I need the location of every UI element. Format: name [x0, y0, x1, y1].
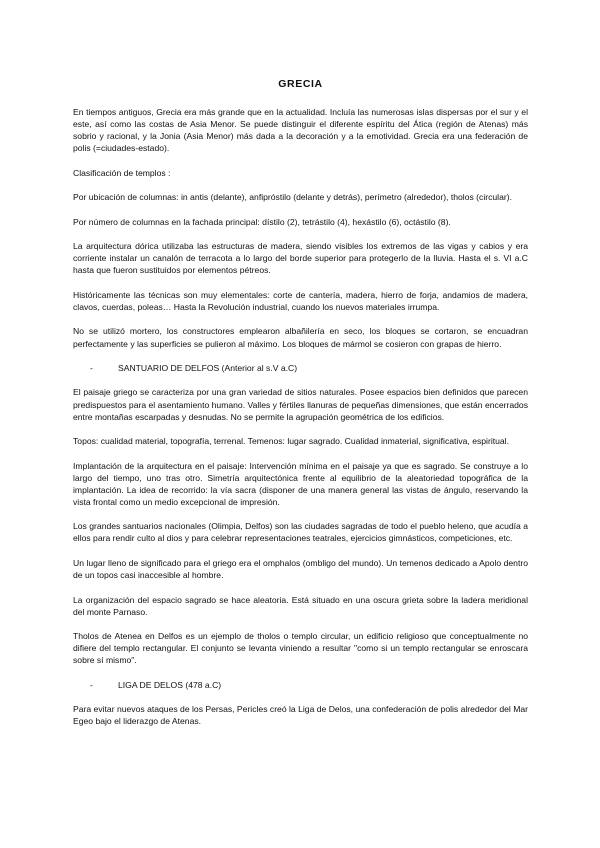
section-heading — [73, 679, 528, 691]
section-heading — [73, 362, 528, 374]
paragraph: Los grandes santuarios nacionales (Olimpia, Delfos) son las ciudades sagradas de todo el pueblo heleno, que acudía a ellos para rendir culto al dios y para celebrar representaciones teatrales, ejercicios gimnásticos, competiciones, etc. — [73, 521, 528, 544]
paragraph: Por ubicación de columnas: in antis (delante), anfipróstilo (delante y detrás), perímetro (alrededor), tholos (circular). — [73, 192, 512, 203]
paragraph: El paisaje griego se caracteriza por una gran variedad de sitios naturales. Posee espacios bien definidos que parecen predispuestos para el asentamiento humano. Valles y fértiles llanuras de pequeñas dimensiones, que están encerrados entre montañas escarpadas y desnudas. No se permite la agrupación geométrica de los edificios. — [73, 387, 528, 422]
paragraph: Un lugar lleno de significado para el griego era el omphalos (ombligo del mundo). Un temenos dedicado a Apolo dentro de un topos casi inaccesible al hombre. — [73, 557, 528, 581]
paragraph: La organización del espacio sagrado se hace aleatoria. Está situado en una oscura grieta sobre la ladera meridional del monte Parnaso. — [73, 594, 528, 617]
page-title: GRECIA — [278, 78, 323, 90]
bullet-dash: - — [90, 363, 93, 374]
section-heading-text: SANTUARIO DE DELFOS (Anterior al s.V a.C) — [118, 363, 298, 374]
paragraph: En tiempos antiguos, Grecia era más grande que en la actualidad. Incluía las numerosas islas dispersas por el sur y el este, así como las costas de Asia Menor. Se puede distinguir el diferente espíritu del Ática (región de Atenas) más sobrio y racional, y la Jonia (Asia Menor) más dada a la decoración y a la emotividad. Grecia era una federación de polis (=ciudades-estado). — [73, 107, 528, 154]
document-page — [73, 78, 528, 740]
paragraph: Implantación de la arquitectura en el paisaje: Intervención mínima en el paisaje ya que es sagrado. Se construye a lo largo del tiempo, uno tras otro. Simetría arquitectónica frente al equilibrio de la aleatoriedad topográfica de la implantación. La idea de recorrido: la vía sacra (disponer de una manera general las vistas de ángulo, reservando la vista frontal como un medio excepcional de impresión. — [73, 460, 528, 507]
paragraph: Topos: cualidad material, topografía, terrenal. Temenos: lugar sagrado. Cualidad inmaterial, significativa, espiritual. — [73, 436, 509, 447]
bullet-dash: - — [90, 679, 93, 690]
paragraph: No se utilizó mortero, los constructores emplearon albañilería en seco, los bloques se cortaron, se encuadran perfectamente y las superficies se pulieron al máximo. Los bloques de mármol se cosieron con grapas de hierro. — [73, 326, 528, 349]
paragraph: Para evitar nuevos ataques de los Persas, Pericles creó la Liga de Delos, una confederación de polis alrededor del Mar Egeo bajo el liderazgo de Atenas. — [73, 704, 528, 727]
paragraph: La arquitectura dórica utilizaba las estructuras de madera, siendo visibles los extremos de las vigas y cabios y era corriente instalar un canalón de terracota a lo largo del borde superior para protegerlo de la lluvia. Hasta el s. VI a.C hasta que fueron sustituidos por elementos pétreos. — [73, 241, 528, 276]
paragraph: Clasificación de templos : — [73, 167, 171, 178]
paragraph: Por número de columnas en la fachada principal: dístilo (2), tetrástilo (4), hexástilo (6), octástilo (8). — [73, 216, 451, 227]
paragraph: Históricamente las técnicas son muy elementales: corte de cantería, madera, hierro de forja, andamios de madera, clavos, cuerdas, poleas… Hasta la Revolución industrial, cuando los nuevos materiales irrumpa. — [73, 289, 528, 312]
section-heading-text: LIGA DE DELOS (478 a.C) — [118, 679, 222, 690]
document-body — [73, 106, 528, 727]
paragraph: Tholos de Atenea en Delfos es un ejemplo de tholos o templo circular, un edificio religioso que conceptualmente no difiere del templo rectangular. El conjunto se levanta viniendo a resultar "como si un templo rectangular se enroscara sobre sí mismo". — [73, 631, 528, 666]
